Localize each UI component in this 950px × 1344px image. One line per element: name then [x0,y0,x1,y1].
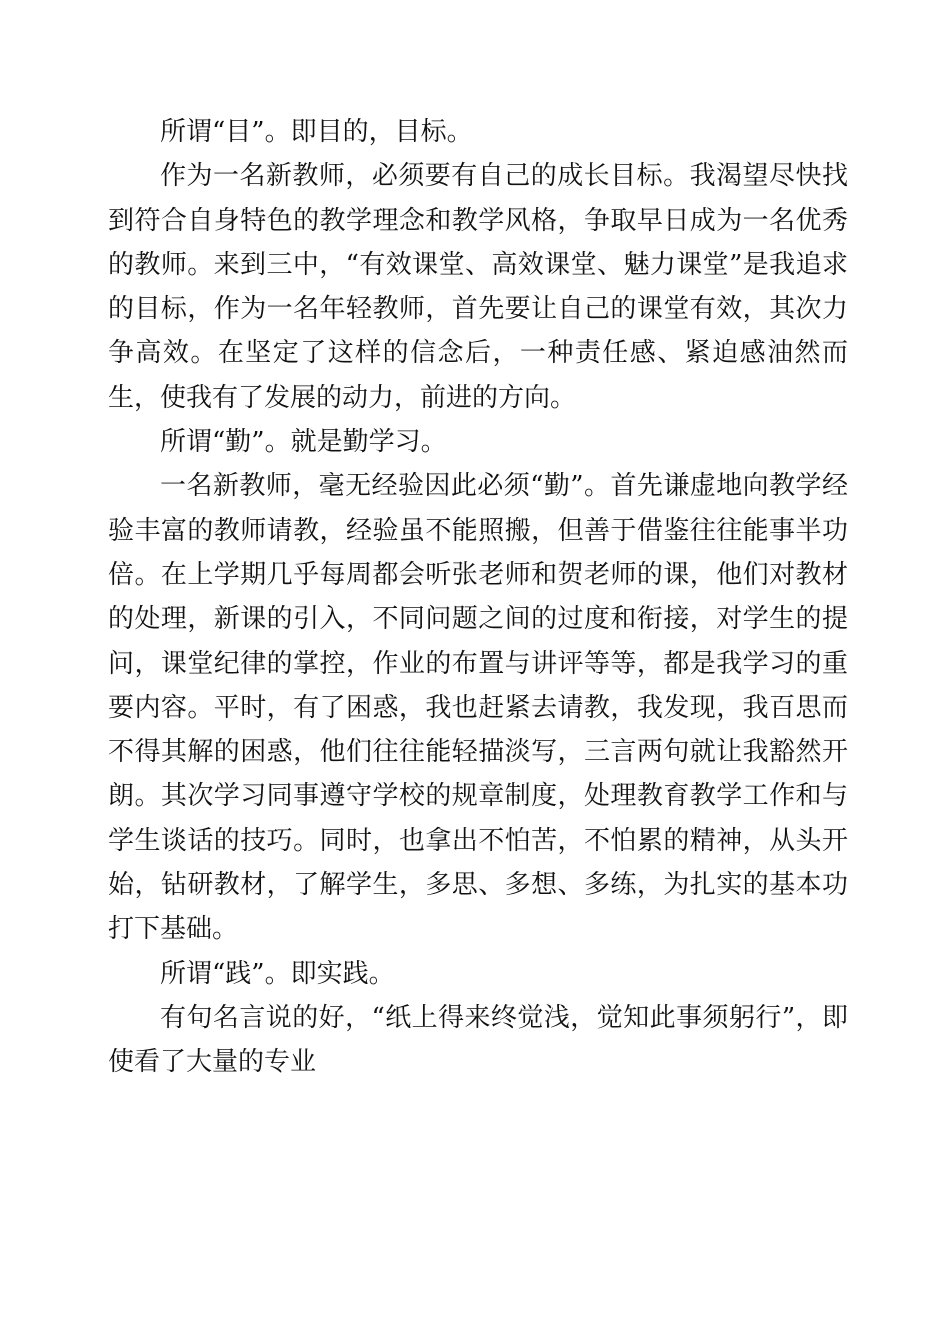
document-body [108,110,848,1085]
paragraph-diligence-body: 一名新教师，毫无经验因此必须“勤”。首先谦虚地向教学经验丰富的教师请教，经验虽不能照搬，但善于借鉴往往能事半功倍。在上学期几乎每周都会听张老师和贺老师的课，他们对教材的处理，新课的引入，不同问题之间的过度和衔接，对学生的提问，课堂纪律的掌控，作业的布置与讲评等等，都是我学习的重要内容。平时，有了困惑，我也赶紧去请教，我发现，我百思而不得其解的困惑，他们往往能轻描淡写，三言两句就让我豁然开朗。其次学习同事遵守学校的规章制度，处理教育教学工作和与学生谈话的技巧。同时，也拿出不怕苦，不怕累的精神，从头开始，钻研教材，了解学生，多思、多想、多练，为扎实的基本功打下基础。 [108,471,848,945]
paragraph-practice-heading: 所谓“践”。即实践。 [160,958,395,989]
paragraph-goal-body: 作为一名新教师，必须要有自己的成长目标。我渴望尽快找到符合自身特色的教学理念和教学风格，争取早日成为一名优秀的教师。来到三中，“有效课堂、高效课堂、魅力课堂”是我追求的目标，作为一名年轻教师，首先要让自己的课堂有效，其次力争高效。在坚定了这样的信念后，一种责任感、紧迫感油然而生，使我有了发展的动力，前进的方向。 [108,161,848,413]
paragraph-diligence-heading: 所谓“勤”。就是勤学习。 [160,427,447,458]
paragraph-practice-body: 有句名言说的好，“纸上得来终觉浅，觉知此事须躬行”，即使看了大量的专业 [108,1002,848,1078]
paragraph-goal-heading: 所谓“目”。即目的，目标。 [160,117,473,147]
